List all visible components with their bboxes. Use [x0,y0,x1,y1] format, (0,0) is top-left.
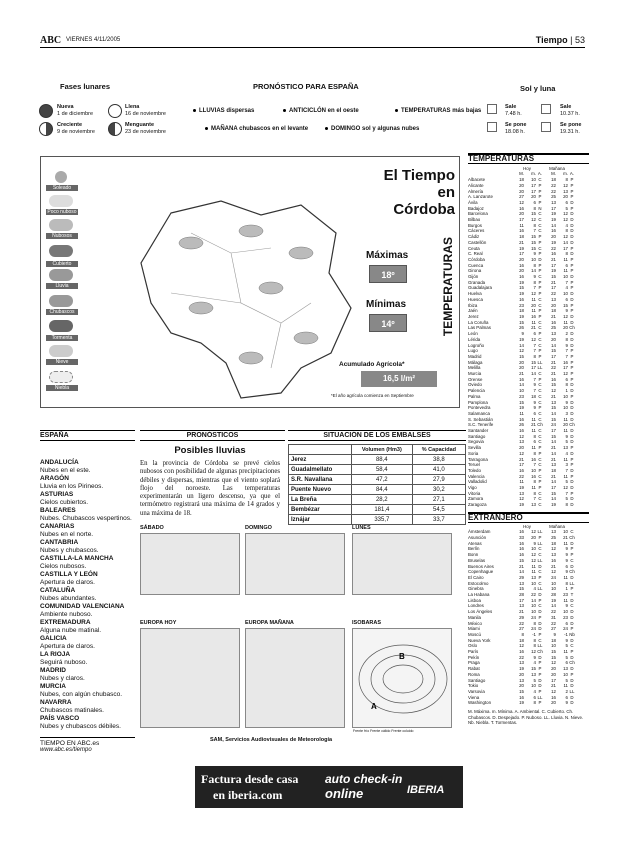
table-row: Roma 20 13 P 20 10 P [468,671,574,677]
reservoirs-section [288,430,466,525]
table-row: Pamplona 15 9 C 13 9 D [468,399,574,405]
map-title: El Tiempo en Córdoba [383,167,455,218]
table-row: Madrid 15 8 P 17 7 P [468,353,574,359]
table-row: Varsovia 15 4 P 12 2 LL [468,688,575,694]
region-forecast: COMUNIDAD VALENCIANA Ambiente nuboso. [40,603,125,618]
section-label: Tiempo | 53 [535,35,585,45]
table-row: Lisboa 17 14 P 19 11 D [468,597,574,603]
table-row: Vigo 19 11 P 17 12 D [468,485,574,491]
fog-icon [49,371,73,383]
table-row: Málaga 20 15 LL 21 16 P [468,359,574,365]
iberia-ad[interactable] [195,766,463,808]
acum-label: Acumulado Agrícola* [339,361,405,368]
region-forecast: NAVARRA Chubascos matinales. [40,699,104,714]
table-row: Burgos 11 8 C 14 4 D [468,222,574,228]
svg-text:A: A [371,702,377,711]
forecast-item: MAÑANA chubascos en el levante [205,126,308,132]
table-row: Bonn 16 12 C 13 9 P [468,552,574,558]
table-row: Berlín 16 10 C 12 9 P [468,546,574,552]
table-row: Lugo 12 7 P 15 7 P [468,348,574,354]
table-row: Moscú 8 -1 P 9 -1 Nb [468,631,575,637]
region-forecast: CATALUÑA Nubes abundantes. [40,587,97,602]
full-moon-icon [108,104,122,118]
legend-label: Lluvia [46,283,78,289]
reservoir-row: Jerez 88,4 38,8 [289,455,466,465]
table-row: Rabat 19 15 P 20 13 D [468,666,574,672]
last-quarter-icon [108,122,122,136]
table-row: Jaén 18 11 P 18 9 P [468,308,574,314]
table-row: Cuenca 16 8 P 17 6 P [468,262,574,268]
phase-creciente: Creciente 9 de noviembre [57,122,95,135]
table-row: Toledo 16 10 P 18 7 D [468,467,574,473]
forecast-item: DOMINGO sol y algunas nubes [325,126,419,132]
isobaras-label: ISOBARAS [352,620,382,626]
table-row: Huesca 16 11 C 13 6 D [468,296,574,302]
table-row: Cádiz 18 15 P 20 12 D [468,234,574,240]
table-row: Córdoba 20 10 D 21 11 P [468,256,574,262]
legend-label: Niebla [46,385,78,391]
table-row: Ginebra 15 4 LL 10 1 P [468,586,574,592]
abbrev-legend: M. Máxima. m. Mínima. A. Ambiental. C. Cubierto. Ch. Chubascos. D. Despejado. P. Nuboso. LL. Lluvia. N. Nieve. Nb. Niebla. T. Tormentas. [468,709,584,726]
table-row: Alicante 20 17 P 22 12 P [468,182,574,188]
ad-line1: Factura desde casa [201,772,299,786]
table-row: Ávila 12 6 P 13 6 D [468,199,574,205]
table-row: A. Lanzarote 27 20 P 25 20 P [468,194,574,200]
region-forecast: MADRID Nubes y claros. [40,667,85,682]
table-row: Santiago 12 8 C 15 9 D [468,433,574,439]
table-row: Estocolmo 13 10 C 10 8 LL [468,580,575,586]
web-link[interactable]: www.abc.es/tiempo [40,747,92,753]
rain-icon [49,269,73,281]
reservoir-row: Guadalmellato 58,4 41,0 [289,465,466,475]
table-row: Lérida 19 12 C 20 8 D [468,336,574,342]
table-row: Oviedo 14 9 C 15 8 D [468,382,574,388]
lunes-label: LUNES [352,525,371,531]
table-row: Miami 27 24 D 27 24 P [468,626,574,632]
table-row: El Cairo 29 13 P 24 11 D [468,574,574,580]
table-row: Melilla 20 17 LL 22 17 P [468,365,574,371]
temperatures-vertical-label: TEMPERATURAS [441,237,455,337]
domingo-map [245,533,345,595]
table-row: Vitoria 13 8 C 15 7 P [468,490,574,496]
storm-icon [49,320,73,332]
table-row: Bilbao 17 12 C 19 12 D [468,217,574,223]
table-row: La Habana 28 22 D 28 23 T [468,592,574,598]
table-row: Barcelona 20 15 C 19 12 D [468,211,574,217]
table-row: Buenos Aires 21 11 D 21 6 D [468,563,574,569]
table-row: Albacete 18 10 C 18 8 P [468,177,574,183]
reservoir-row: La Breña 28,2 27,1 [289,495,466,505]
sabado-map [140,533,240,595]
legend-label: Nieve [46,359,78,365]
table-row: Ceuta 19 15 C 22 17 P [468,245,574,251]
legend-label: Poco nuboso [47,209,77,215]
region-forecast: ARAGÓN Lluvia en los Pirineos. [40,475,104,490]
europa-manana-map [245,628,345,728]
cordoba-map-box [40,156,460,408]
sun-icon [55,171,67,183]
pronosticos-title: PRONÓSTICOS [140,430,285,441]
table-row: Sevilla 20 11 P 21 13 P [468,445,574,451]
svg-text:B: B [399,652,405,661]
table-row: Washington 19 8 P 20 9 D [468,700,574,706]
table-row: Salamanca 11 6 C 14 3 D [468,410,574,416]
table-row: Orense 16 7 P 16 6 P [468,376,574,382]
ad-line2: en iberia.com [213,788,283,802]
legend-label: Nubosos [46,233,78,239]
legend-label: Cubierto [46,261,78,267]
region-forecast: BALEARES Nubes. Chubascos vespertinos. [40,507,132,522]
region-forecast: ANDALUCÍA Nubes en el este. [40,459,91,474]
table-row: Zamora 12 7 C 14 5 D [468,496,574,502]
max-value: 18º [369,265,407,283]
table-row: Cáceres 16 7 C 16 8 D [468,228,574,234]
table-row: Copenhague 14 11 C 12 9 Ch [468,569,575,575]
ad-brand2: online [325,786,364,801]
moon-title: Fases lunares [60,82,111,91]
forecast-item: TEMPERATURAS más bajas [395,108,481,114]
europa-manana-label: EUROPA MAÑANA [245,620,294,626]
region-forecast: CASTILLA-LA MANCHA Cielos nubosos. [40,555,114,570]
table-row: Granada 19 8 P 21 7 P [468,279,574,285]
temp-col-header: M. m. A. M. m. A. [519,171,575,177]
espana-title: ESPAÑA [40,430,135,441]
region-forecast: GALICIA Apertura de claros. [40,635,95,650]
table-row: Guadalajara 15 7 P 17 4 P [468,285,574,291]
logo: ABC [40,35,62,46]
phase-nueva: Nueva 1 de diciembre [57,104,94,117]
table-row: Palencia 10 7 C 12 1 D [468,388,574,394]
region-forecast: ASTURIAS Cielos cubiertos. [40,491,89,506]
cloudy-icon [49,219,73,231]
iberia-logo: IBERIA [407,784,445,796]
reservoir-row: Puente Nuevo 84,4 30,2 [289,485,466,495]
table-row: Pontevedra 19 9 P 15 10 D [468,405,574,411]
region-forecast: LA RIOJA Seguirá nuboso. [40,651,88,666]
table-row: Asunción 33 20 P 25 21 Ch [468,535,575,540]
table-row: Ibiza 23 20 C 20 15 P [468,302,574,308]
snow-icon [49,345,73,357]
top-band [33,78,588,136]
table-row: C. Real 17 9 P 16 8 D [468,251,574,257]
reservoir-row: Bembézar 181,4 54,5 [289,505,466,515]
sunrise-time: Sale 7.48 h. [505,104,522,117]
reservoirs-title: SITUACIÓN DE LOS EMBALSES [288,430,466,441]
isobaras-map [352,628,452,728]
table-row: Gijón 16 9 C 15 10 D [468,274,574,280]
table-row: Oslo 12 8 LL 10 5 C [468,643,574,649]
table-row: Teruel 17 7 C 13 3 P [468,462,574,468]
showers-icon [49,295,73,307]
phase-llena: Llena 16 de noviembre [125,104,166,117]
table-row: Soria 12 8 P 14 4 D [468,450,574,456]
table-row: México 22 8 D 22 6 D [468,620,574,626]
temp-header: Hoy Mañana [523,165,565,171]
extranjero-title: EXTRANJERO [468,512,589,523]
new-moon-icon [39,104,53,118]
temperatures-table [468,153,589,726]
table-row: S.C. Tenerife 26 21 Ch 24 20 Ch [468,422,575,428]
forecast-item: ANTICICLÓN en el oeste [283,108,359,114]
moonrise-time: Sale 10.37 h. [560,104,580,117]
table-row: Praga 13 4 P 12 6 Ch [468,660,575,666]
table-row: Santiago 13 5 D 17 5 D [468,677,574,683]
table-row: Atenas 16 9 LL 18 11 D [468,540,574,546]
table-row: Santander 16 11 C 17 11 D [468,428,574,434]
first-quarter-icon [39,122,53,136]
header-date: VIERNES 4/11/2005 [66,37,121,43]
table-row: Palma 23 18 C 21 10 P [468,393,574,399]
legend-label: Soleado [46,185,78,191]
table-row: Castellón 21 15 P 19 14 D [468,239,574,245]
table-row: La Coruña 15 11 C 16 11 D [468,319,574,325]
min-label: Mínimas [366,299,407,310]
lunes-map [352,533,452,595]
table-row: Badajoz 16 8 N 17 5 P [468,205,574,211]
table-row: Londres 13 10 C 14 9 C [468,603,574,609]
temperatures-title: TEMPERATURAS [468,153,589,164]
moonset-icon [541,122,551,132]
legend-label: Tormenta [46,335,78,341]
acum-note: *El año agrícola comienza en Septiembre [331,393,414,398]
table-row: Pekín 22 9 D 15 5 D [468,654,574,660]
table-row: Valencia 22 16 C 21 11 P [468,473,574,479]
table-row: León 9 6 P 13 2 D [468,331,574,337]
article [140,445,280,518]
overcast-icon [49,245,73,257]
phase-menguante: Menguante 23 de noviembre [125,122,166,135]
table-row: Viena 16 6 LL 16 6 D [468,694,574,700]
table-row: París 16 12 Ch 15 11 P [468,649,574,655]
table-row: Manila 29 24 P 31 23 D [468,614,574,620]
moonset-time: Se pone 19.31 h. [560,122,582,135]
domingo-label: DOMINGO [245,525,272,531]
acum-value: 16,5 l/m² [361,371,437,387]
table-row: Murcia 21 14 C 21 12 P [468,371,574,377]
article-text: En la provincia de Córdoba se prevé cielos nubosos con posibilidad de algunas precipitaciones débiles y dispersas, mientras que el viento soplará flojo del noroeste. Las temperaturas experimentarán un ligero descenso, ya que el termómetro registrará una máxima de 14 grados y una máxima de 18. [140,460,280,517]
table-row: Logroño 14 7 C 14 9 D [468,342,574,348]
partly-cloudy-icon [49,195,73,207]
regions-column [40,430,135,753]
sabado-label: SÁBADO [140,525,164,531]
table-row: Nueva York 18 8 C 18 9 D [468,637,574,643]
table-row: Valladolid 11 8 P 14 5 D [468,479,574,485]
article-title: Posibles lluvias [174,445,246,456]
table-row: Jerez 19 16 P 21 12 D [468,313,574,319]
region-forecast: CANARIAS Nubes en el norte. [40,523,94,538]
legend-label: Chubascos [46,309,78,315]
table-row: Huelva 19 12 P 22 10 D [468,291,574,297]
europa-hoy-label: EUROPA HOY [140,620,177,626]
table-row: Bruselas 15 12 LL 16 9 C [468,557,574,563]
page-header [40,34,585,48]
table-row: Tarragona 21 16 C 21 11 P [468,456,574,462]
region-forecast: MURCIA Nubes, con algún chubasco. [40,683,123,698]
reservoir-row: Iznájar 335,7 33,7 [289,515,466,525]
fronts-legend: Frente frío Frente cálido Frente ocluido [353,729,414,733]
province-map [131,193,361,403]
table-row: Zaragoza 19 13 C 19 8 D [468,502,574,508]
table-row: Las Palmas 26 21 C 25 20 Ch [468,325,575,331]
region-forecast: CASTILLA Y LEÓN Apertura de claros. [40,571,98,586]
forecast-item: LLUVIAS dispersas [193,108,254,114]
sunset-icon [487,122,497,132]
ext-header: Hoy Mañana [523,523,565,529]
table-row: Los Ángeles 21 10 D 22 10 D [468,609,574,615]
forecast-title: PRONÓSTICO PARA ESPAÑA [253,82,359,91]
region-forecast: CANTABRIA Nubes y chubascos. [40,539,99,554]
max-label: Máximas [366,250,409,261]
table-row: Almería 20 17 P 22 13 P [468,188,574,194]
sunrise-icon [487,104,497,114]
ad-brand1: auto check-in [325,772,403,786]
table-row: S. Sebastián 16 11 C 15 11 D [468,416,574,422]
min-value: 14º [369,314,407,332]
table-row: Tokio 20 10 D 21 11 D [468,683,574,689]
europa-hoy-map [140,628,240,728]
sun-title: Sol y luna [520,84,556,93]
region-forecast: PAÍS VASCO Nubes y chubascos débiles. [40,715,121,730]
reservoir-row: S.R. Navallana 47,2 27,9 [289,475,466,485]
credit: SAM, Servicios Audiovisuales de Meteorología [210,737,333,743]
table-row: Segovia 13 6 C 14 5 D [468,439,574,445]
table-row: Ámsterdam 16 12 LL 13 10 C [468,529,574,535]
reservoirs-table: Volumen (Hm3) % Capacidad Jerez 88,4 38,8 Guadalmellato 58,4 41,0 S.R. Navallana 47,2 27,9 Puente Nuevo 84,4 30,2 La Breña 28,2 27,1 Bembézar 181,4 54,5 Iznájar 335,7 33,7 [288,444,466,525]
region-forecast: EXTREMADURA Alguna nube matinal. [40,619,102,634]
sunset-time: Se pone 18.08 h. [505,122,527,135]
table-row: Girona 20 14 P 19 11 P [468,268,574,274]
moonrise-icon [541,104,551,114]
web-link-title: TIEMPO EN ABC.es [40,737,135,747]
